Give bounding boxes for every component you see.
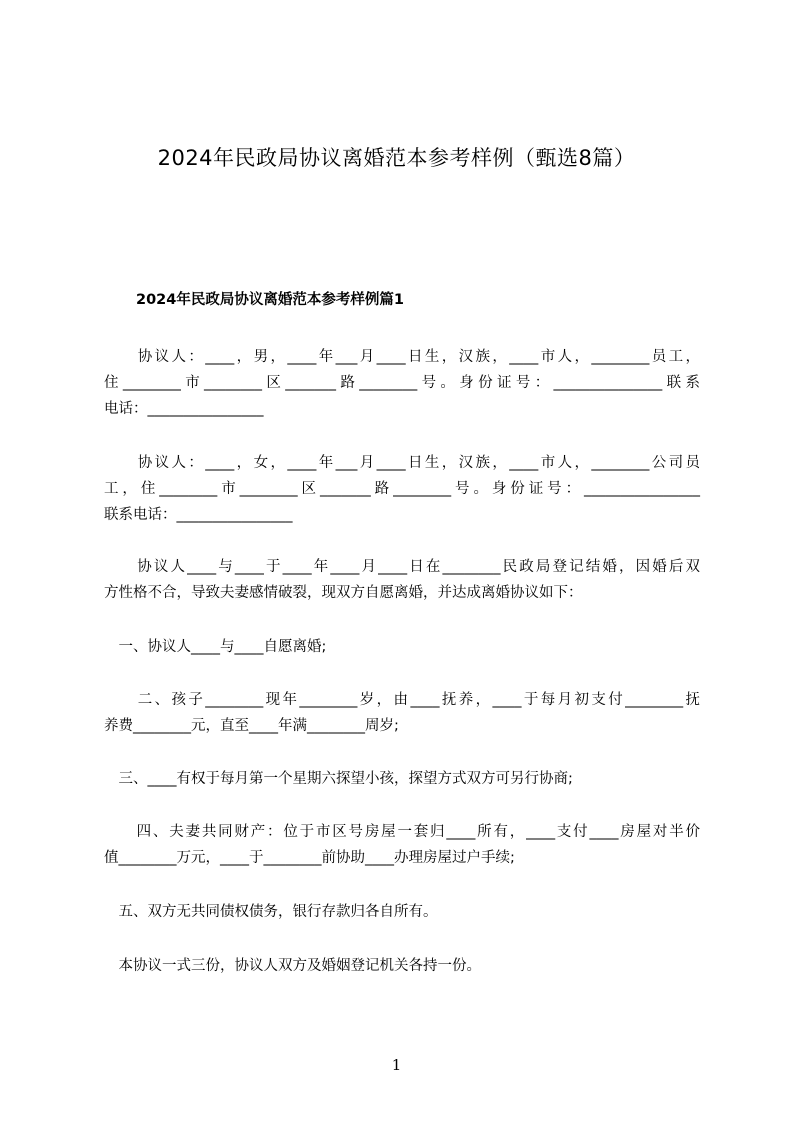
paragraph-party-male (104, 344, 700, 422)
clause-four (104, 819, 700, 871)
paragraph-line: 方性格不合，导致夫妻感情破裂，现双方自愿离婚，并达成离婚协议如下： (104, 585, 583, 601)
paragraph-marriage (104, 554, 700, 606)
page-number: 1 (391, 1056, 402, 1074)
paragraph-line: 一、协议人____与____自愿离婚; (104, 639, 327, 655)
paragraph-line: 协议人：____，男，____年___月____日生，汉族，____市人，________员工， (104, 349, 700, 365)
paragraph-line: 工，住________市________区_______路________号。身份证号：________________ (104, 481, 700, 497)
document-title: 2024年民政局协议离婚范本参考样例（甄选8篇） (157, 146, 636, 170)
clause-five (104, 899, 700, 925)
clause-two (104, 687, 700, 739)
paragraph-line: 住________市________区_______路________号。身份证号：_______________联系 (104, 375, 700, 391)
paragraph-line: 三、____有权于每月第一个星期六探望小孩，探望方式双方可另行协商; (104, 771, 573, 787)
clause-one (104, 634, 700, 660)
section-heading: 2024年民政局协议离婚范本参考样例篇1 (136, 292, 404, 308)
paragraph-line: 本协议一式三份，协议人双方及婚姻登记机关各持一份。 (104, 958, 481, 974)
paragraph-line: 五、双方无共同债权债务，银行存款归各自所有。 (104, 904, 438, 920)
paragraph-line: 值________万元，____于________前协助____办理房屋过户手续; (104, 850, 515, 866)
paragraph-line: 电话：________________ (104, 401, 264, 417)
paragraph-party-female (104, 450, 700, 528)
paragraph-line: 四、夫妻共同财产：位于市区号房屋一套归____所有，____支付____房屋对半价 (104, 824, 700, 840)
closing-statement (104, 953, 700, 979)
clause-three (104, 766, 700, 792)
paragraph-line: 协议人____与____于____年____月____日在________民政局登记结婚，因婚后双 (104, 559, 700, 575)
paragraph-line: 协议人：____，女，____年___月____日生，汉族，____市人，________公司员 (104, 455, 700, 471)
paragraph-line: 二、孩子________现年________岁，由____抚养，____于每月初支付________抚 (104, 692, 700, 708)
paragraph-line: 联系电话：________________ (104, 507, 293, 523)
paragraph-line: 养费________元，直至____年满________周岁; (104, 718, 399, 734)
